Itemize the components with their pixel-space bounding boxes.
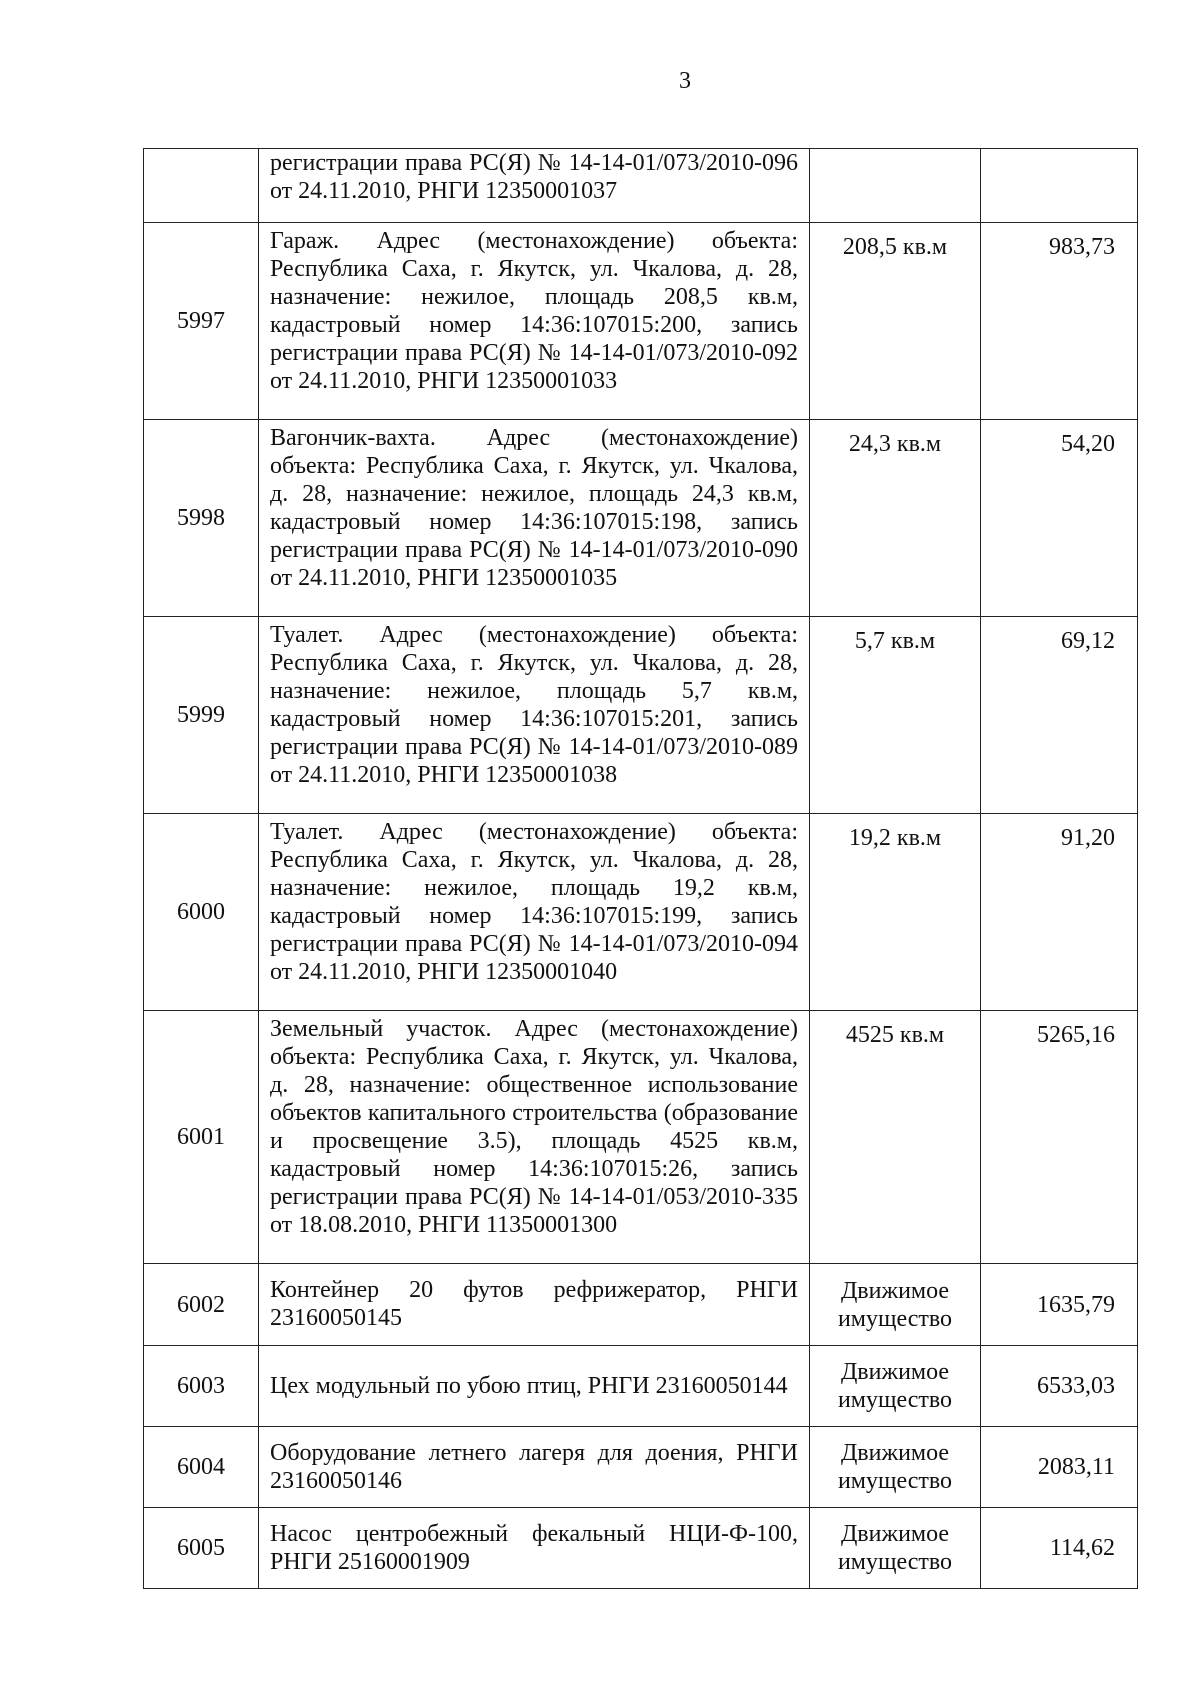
row-area: Движимое имущество (810, 1346, 981, 1427)
row-number: 6002 (144, 1264, 259, 1346)
row-description: Насос центробежный фекальный НЦИ-Ф-100, РНГИ 25160001909 (259, 1508, 810, 1589)
table-row (144, 814, 1138, 1011)
table-row (144, 1264, 1138, 1346)
row-cost: 91,20 (981, 814, 1138, 1011)
row-description: Цех модульный по убою птиц, РНГИ 23160050144 (259, 1346, 810, 1427)
row-cost: 6533,03 (981, 1346, 1138, 1427)
row-description: Туалет. Адрес (местонахождение) объекта: Республика Саха, г. Якутск, ул. Чкалова, д. 28, назначение: нежилое, площадь 5,7 кв.м, кадастровый номер 14:36:107015:201, запись регистрации права РС(Я) № 14-14-01/073/2010-089 от 24.11.2010, РНГИ 12350001038 (259, 617, 810, 814)
row-number: 6004 (144, 1427, 259, 1508)
table-row (144, 1346, 1138, 1427)
row-description: Земельный участок. Адрес (местонахождение) объекта: Республика Саха, г. Якутск, ул. Чкалова, д. 28, назначение: общественное использование объектов капитального строительства (образование и просвещение 3.5), площадь 4525 кв.м, кадастровый номер 14:36:107015:26, запись регистрации права РС(Я) № 14-14-01/053/2010-335 от 18.08.2010, РНГИ 11350001300 (259, 1011, 810, 1264)
row-description: Оборудование летнего лагеря для доения, РНГИ 23160050146 (259, 1427, 810, 1508)
row-number: 6003 (144, 1346, 259, 1427)
table-row (144, 1427, 1138, 1508)
row-area: 19,2 кв.м (810, 814, 981, 1011)
row-cost: 54,20 (981, 420, 1138, 617)
row-cost: 69,12 (981, 617, 1138, 814)
row-description: регистрации права РС(Я) № 14-14-01/073/2010-096 от 24.11.2010, РНГИ 12350001037 (259, 149, 810, 223)
row-area: Движимое имущество (810, 1427, 981, 1508)
row-cost (981, 149, 1138, 223)
table-row (144, 420, 1138, 617)
table-row (144, 617, 1138, 814)
row-description: Гараж. Адрес (местонахождение) объекта: Республика Саха, г. Якутск, ул. Чкалова, д. 28, назначение: нежилое, площадь 208,5 кв.м, кадастровый номер 14:36:107015:200, запись регистрации права РС(Я) № 14-14-01/073/2010-092 от 24.11.2010, РНГИ 12350001033 (259, 223, 810, 420)
row-area (810, 149, 981, 223)
row-description: Вагончик-вахта. Адрес (местонахождение) объекта: Республика Саха, г. Якутск, ул. Чкалова, д. 28, назначение: нежилое, площадь 24,3 кв.м, кадастровый номер 14:36:107015:198, запись регистрации права РС(Я) № 14-14-01/073/2010-090 от 24.11.2010, РНГИ 12350001035 (259, 420, 810, 617)
row-number: 6000 (144, 814, 259, 1011)
row-description: Контейнер 20 футов рефрижератор, РНГИ 23160050145 (259, 1264, 810, 1346)
row-description: Туалет. Адрес (местонахождение) объекта: Республика Саха, г. Якутск, ул. Чкалова, д. 28, назначение: нежилое, площадь 19,2 кв.м, кадастровый номер 14:36:107015:199, запись регистрации права РС(Я) № 14-14-01/073/2010-094 от 24.11.2010, РНГИ 12350001040 (259, 814, 810, 1011)
row-number: 5998 (144, 420, 259, 617)
row-area: 5,7 кв.м (810, 617, 981, 814)
property-registry-table (143, 148, 1138, 1589)
row-area: 24,3 кв.м (810, 420, 981, 617)
row-number: 5999 (144, 617, 259, 814)
row-cost: 2083,11 (981, 1427, 1138, 1508)
row-number (144, 149, 259, 223)
row-area: 4525 кв.м (810, 1011, 981, 1264)
row-cost: 5265,16 (981, 1011, 1138, 1264)
row-number: 6005 (144, 1508, 259, 1589)
table-row (144, 1011, 1138, 1264)
row-number: 6001 (144, 1011, 259, 1264)
row-area: Движимое имущество (810, 1264, 981, 1346)
table-row (144, 149, 1138, 223)
row-cost: 983,73 (981, 223, 1138, 420)
page-number: 3 (679, 68, 691, 94)
row-number: 5997 (144, 223, 259, 420)
row-cost: 114,62 (981, 1508, 1138, 1589)
row-area: 208,5 кв.м (810, 223, 981, 420)
table-row (144, 1508, 1138, 1589)
table-row (144, 223, 1138, 420)
row-area: Движимое имущество (810, 1508, 981, 1589)
row-cost: 1635,79 (981, 1264, 1138, 1346)
